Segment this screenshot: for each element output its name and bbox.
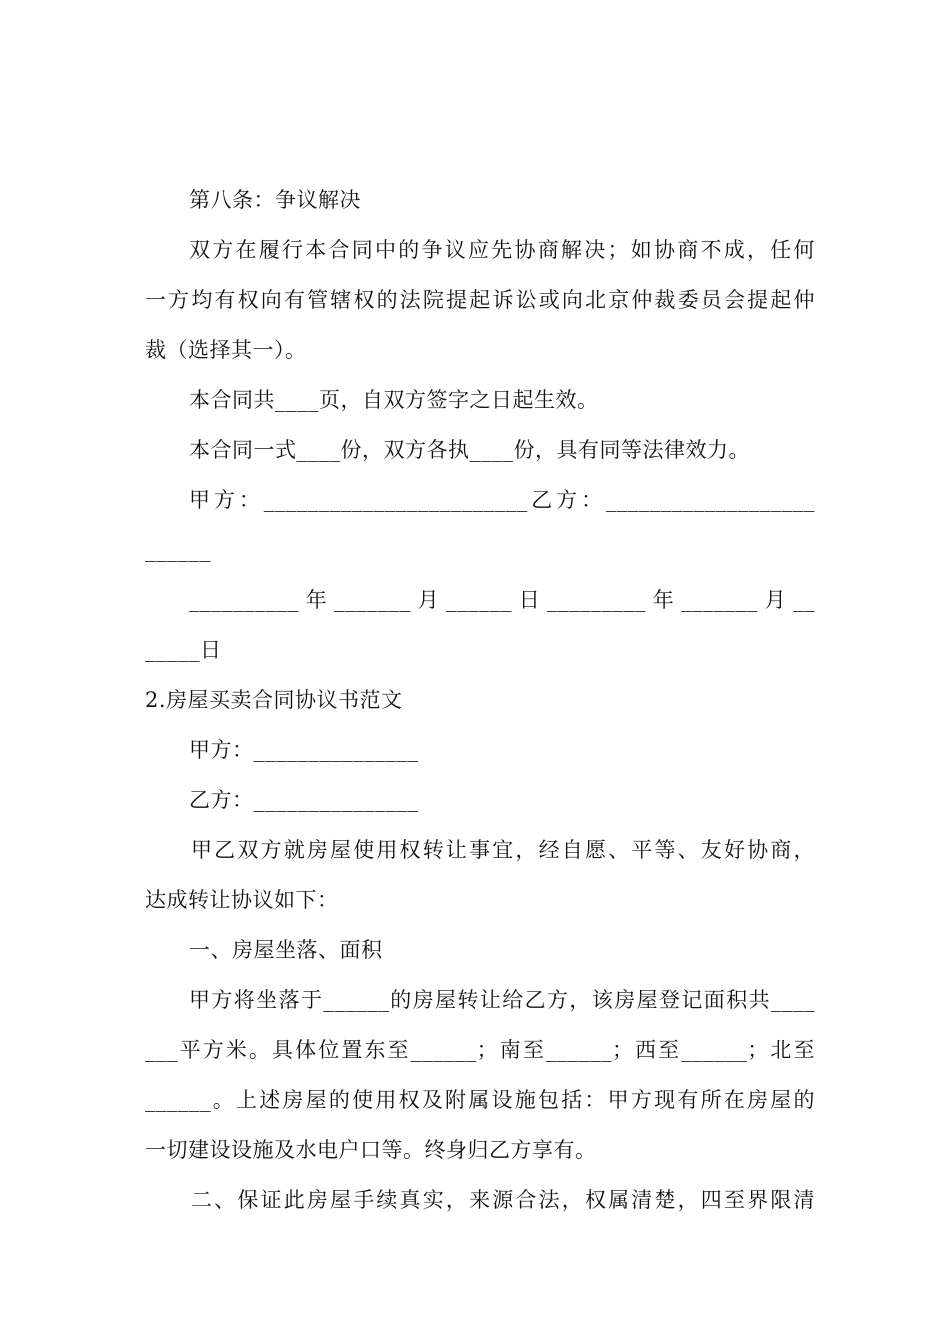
agreement-intro-line-1: 甲乙双方就房屋使用权转让事宜，经自愿、平等、友好协商， (191, 838, 815, 862)
date-line: __________年_______月______日_________年_______月__ (189, 588, 815, 612)
contract-pages-line: 本合同共____页，自双方签字之日起生效。 (189, 388, 599, 412)
clause-2-line-1: 二、保证此房屋手续真实，来源合法，权属清楚，四至界限清 (191, 1188, 815, 1212)
dispute-paragraph-line-1: 双方在履行本合同中的争议应先协商解决；如协商不成，任何 (189, 238, 815, 262)
clause-1-line-2: ___平方米。具体位置东至______；南至______；西至______；北至 (145, 1038, 815, 1062)
clause-1-heading: 一、房屋坐落、面积 (189, 938, 383, 962)
article-8-heading: 第八条：争议解决 (189, 188, 361, 212)
signature-line-continued: ______ (145, 538, 211, 562)
party-b-line: 乙方：_______________ (189, 788, 419, 812)
party-a-line: 甲方：_______________ (189, 738, 419, 762)
clause-1-line-3: ______。上述房屋的使用权及附属设施包括：甲方现有所在房屋的 (145, 1088, 815, 1112)
contract-copies-line: 本合同一式____份，双方各执____份，具有同等法律效力。 (189, 438, 750, 462)
section-2-title: 2.房屋买卖合同协议书范文 (145, 688, 403, 712)
clause-1-line-1: 甲方将坐落于______的房屋转让给乙方，该房屋登记面积共____ (189, 988, 815, 1012)
dispute-paragraph-line-2: 一方均有权向有管辖权的法院提起诉讼或向北京仲裁委员会提起仲 (145, 288, 815, 312)
clause-1-line-4: 一切建设设施及水电户口等。终身归乙方享有。 (145, 1138, 597, 1162)
dispute-paragraph-line-3: 裁（选择其一）。 (145, 338, 307, 362)
signature-line: 甲方：________________________乙方：___________________ (189, 488, 815, 512)
agreement-intro-line-2: 达成转让协议如下： (145, 888, 339, 912)
date-line-continued: _____日 (145, 638, 222, 662)
